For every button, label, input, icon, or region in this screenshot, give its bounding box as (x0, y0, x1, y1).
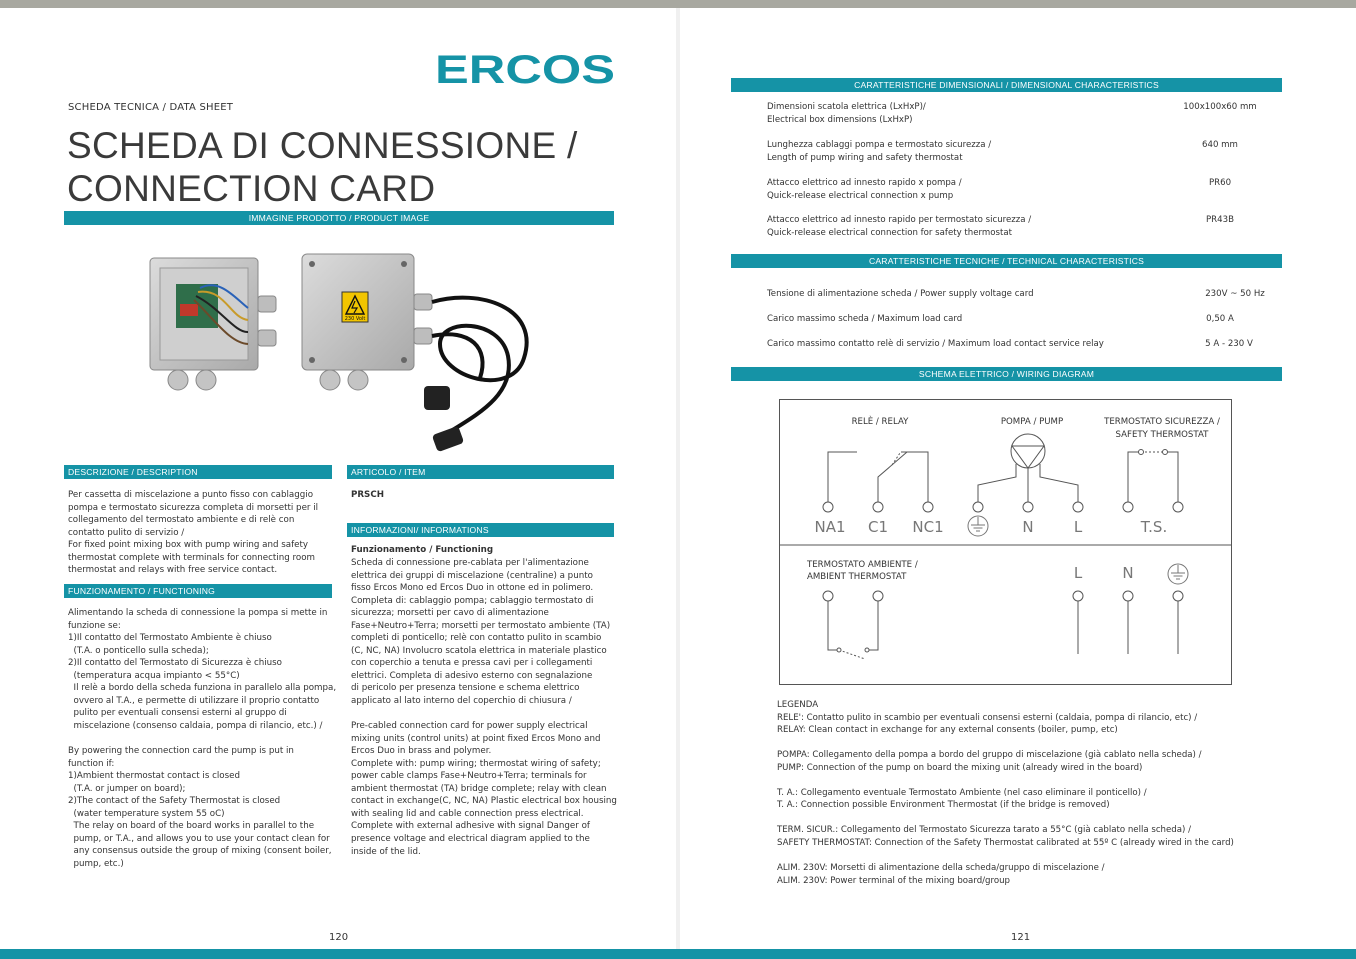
terminal-ta-1 (823, 591, 833, 601)
terminal-ts-2 (1173, 502, 1183, 512)
dim-row-label: Lunghezza cablaggi pompa e termostato sicurezza / Length of pump wiring and safety thermostat (767, 140, 992, 163)
terminal-label-ts: T.S. (1140, 518, 1168, 536)
terminal-l2 (1073, 591, 1083, 601)
dim-row-value: 100x100x60 mm (1183, 102, 1257, 112)
terminal-label-l2: L (1073, 564, 1083, 582)
dimensional-bar: CARATTERISTICHE DIMENSIONALI / DIMENSIONAL CHARACTERISTICS (731, 78, 1282, 92)
terminal-ta-2 (873, 591, 883, 601)
item-bar: ARTICOLO / ITEM (347, 465, 614, 479)
safety-thermostat-label-2: SAFETY THERMOSTAT (1115, 430, 1209, 440)
title-line-1: SCHEDA DI CONNESSIONE / (67, 125, 578, 166)
terminal-label-n2: N (1122, 564, 1134, 582)
tech-row-label: Carico massimo scheda / Maximum load card (767, 314, 963, 324)
page-gutter (676, 8, 680, 949)
page-number-right: 121 (1011, 932, 1031, 943)
dim-row-value: PR60 (1208, 178, 1232, 188)
brand-wordmark: ERCOS (435, 50, 615, 88)
dim-row-label: Attacco elettrico ad innesto rapido x pompa / Quick-release electrical connection x pump (767, 178, 962, 201)
functioning-bar: FUNZIONAMENTO / FUNCTIONING (64, 584, 332, 598)
doc-kicker: SCHEDA TECNICA / DATA SHEET (68, 102, 234, 113)
terminal-label-c1: C1 (867, 518, 889, 536)
dim-row-value: PR43B (1206, 215, 1234, 225)
dim-row-label: Attacco elettrico ad innesto rapido per termostato sicurezza / Quick-release electrical connection for safety thermostat (767, 215, 1032, 238)
dim-row-value: 640 mm (1202, 140, 1238, 150)
terminal-c1 (873, 502, 883, 512)
image-section-bar: IMMAGINE PRODOTTO / PRODUCT IMAGE (64, 211, 614, 225)
info-text: Scheda di connessione pre-cablata per l'alimentazione elettrica dei gruppi di miscelazione (centraline) a punto fisso Ercos Mono ed Ercos Duo in ottone ed in polimero. Completa di: cablaggio pompa; cablaggio termostato di sicurezza; morsetti per cavo di alimentazione Fase+Neutro+Terra; morsetti per termostato ambiente (TA) completi di ponticello; relè con contatto pulito in scambio (C, NC, NA) Involucro scatola elettrica in materiale plastico con coperchio a tenuta e pressa cavi per i collegamenti elettrici. Completa di adesivo esterno con segnalazione di pericolo per presenza tensione e schema elettrico applicato al lato interno del coperchio di chiusura / Pre-cabled connection card for power supply electrical mixing units (control units) at point fixed Ercos Mono and Ercos Duo in brass and polymer. Complete with: pump wiring; thermostat wiring of safety; power cable clamps Fase+Neutro+Terra; terminals for ambient thermostat (TA) bridge complete; relay with clean contact in exchange(C, NC, NA) Plastic electrical box housing with sealing lid and cable connection press electrical. Complete with external adhesive with signal Danger of presence voltage and electrical diagram applied to the inside of the lid. (351, 558, 617, 857)
description-text: Per cassetta di miscelazione a punto fisso con cablaggio pompa e termostato sicurezza completa di morsetti per il collegamento del termostato ambiente e di relè con contatto pulito di servizio / For fixed point mixing box with pump wiring and safety thermostat complete with terminals for connecting room thermostat and relays with free service contact. (68, 490, 319, 576)
title-line-2: CONNECTION CARD (67, 168, 436, 209)
ercos-logo (434, 50, 616, 88)
terminal-n (1023, 502, 1033, 512)
tech-row-value: 5 A - 230 V (1205, 339, 1253, 349)
technical-bar: CARATTERISTICHE TECNICHE / TECHNICAL CHARACTERISTICS (731, 254, 1282, 268)
product-photo (140, 248, 540, 458)
wiring-bar: SCHEMA ELETTRICO / WIRING DIAGRAM (731, 367, 1282, 381)
page-number-left: 120 (329, 932, 349, 943)
legend-text: LEGENDA RELE': Contatto pulito in scambio per eventuali consensi esterni (caldaia, pompa di rilancio, etc) / RELAY: Clean contact in exchange for any external consents (boiler, pump, etc) POMPA: Collegamento della pompa a bordo del gruppo di miscelazione (già cablato nella scheda) / PUMP: Connection of the pump on board the mixing unit (already wired in the board) T. A.: Collegamento eventuale Termostato Ambiente (nel caso eliminare il ponticello) / T. A.: Connection possible Environment Thermostat (if the bridge is removed) TERM. SICUR.: Collegamento del Termostato Sicurezza tarato a 55°C (già cablato nella scheda) / SAFETY THERMOSTAT: Connection of the Safety Thermostat calibrated at 55º C (already wired in the card) ALIM. 230V: Morsetti di alimentazione della scheda/gruppo di miscelazione / ALIM. 230V: Power terminal of the mixing board/group (777, 700, 1234, 886)
terminal-earth (973, 502, 983, 512)
terminal-nc1 (923, 502, 933, 512)
tech-row-value: 0,50 A (1206, 314, 1234, 324)
bottom-edge-bar (0, 949, 1356, 959)
terminal-earth2 (1173, 591, 1183, 601)
terminal-label-nc1: NC1 (912, 518, 944, 536)
pump-label: POMPA / PUMP (1000, 417, 1064, 427)
terminal-ts-1 (1123, 502, 1133, 512)
terminal-label-l: L (1073, 518, 1083, 536)
terminal-n2 (1123, 591, 1133, 601)
ambient-thermostat-label-2: AMBIENT THERMOSTAT (807, 572, 907, 582)
photo-sticker-text: 230 Volt (344, 316, 366, 322)
tech-row-label: Tensione di alimentazione scheda / Power supply voltage card (767, 289, 1034, 299)
tech-row-value: 230V ~ 50 Hz (1205, 289, 1265, 299)
description-bar: DESCRIZIONE / DESCRIPTION (64, 465, 332, 479)
relay-label: RELÈ / RELAY (851, 417, 909, 427)
info-bar: INFORMAZIONI/ INFORMATIONS (347, 523, 614, 537)
safety-thermostat-label-1: TERMOSTATO SICUREZZA / (1104, 417, 1220, 427)
wiring-diagram (779, 399, 1232, 685)
terminal-na1 (823, 502, 833, 512)
item-code: PRSCH (351, 490, 384, 500)
tech-row-label: Carico massimo contatto relè di servizio / Maximum load contact service relay (767, 339, 1104, 349)
functioning-text: Alimentando la scheda di connessione la pompa si mette in funzione se: 1)Il contatto del Termostato Ambiente è chiuso (T.A. o ponticello sulla scheda); 2)Il contatto del Termostato di Sicurezza è chiuso (temperatura acqua impianto < 55°C) Il relè a bordo della scheda funziona in parallelo alla pompa, ovvero al T.A., e permette di utilizzare il proprio contatto pulito per eventuali consensi esterni al gruppo di miscelazione (consenso caldaia, pompa di rilancio, etc.) / By powering the connection card the pump is put in function if: 1)Ambient thermostat contact is closed (T.A. or jumper on board); 2)The contact of the Safety Thermostat is closed (water temperature system 55 oC) The relay on board of the board works in parallel to the pump, or T.A., and allows you to use your contact clean for any consensus outside the group of mixing (consent boiler, pump, etc.) (68, 608, 337, 869)
terminal-label-na1: NA1 (814, 518, 846, 536)
dim-row-label: Dimensioni scatola elettrica (LxHxP)/ Electrical box dimensions (LxHxP) (767, 102, 926, 125)
terminal-l (1073, 502, 1083, 512)
top-edge-bar (0, 0, 1356, 8)
info-heading: Funzionamento / Functioning (351, 545, 494, 555)
ambient-thermostat-label-1: TERMOSTATO AMBIENTE / (807, 560, 918, 570)
terminal-label-n: N (1022, 518, 1034, 536)
page-title (67, 124, 578, 210)
